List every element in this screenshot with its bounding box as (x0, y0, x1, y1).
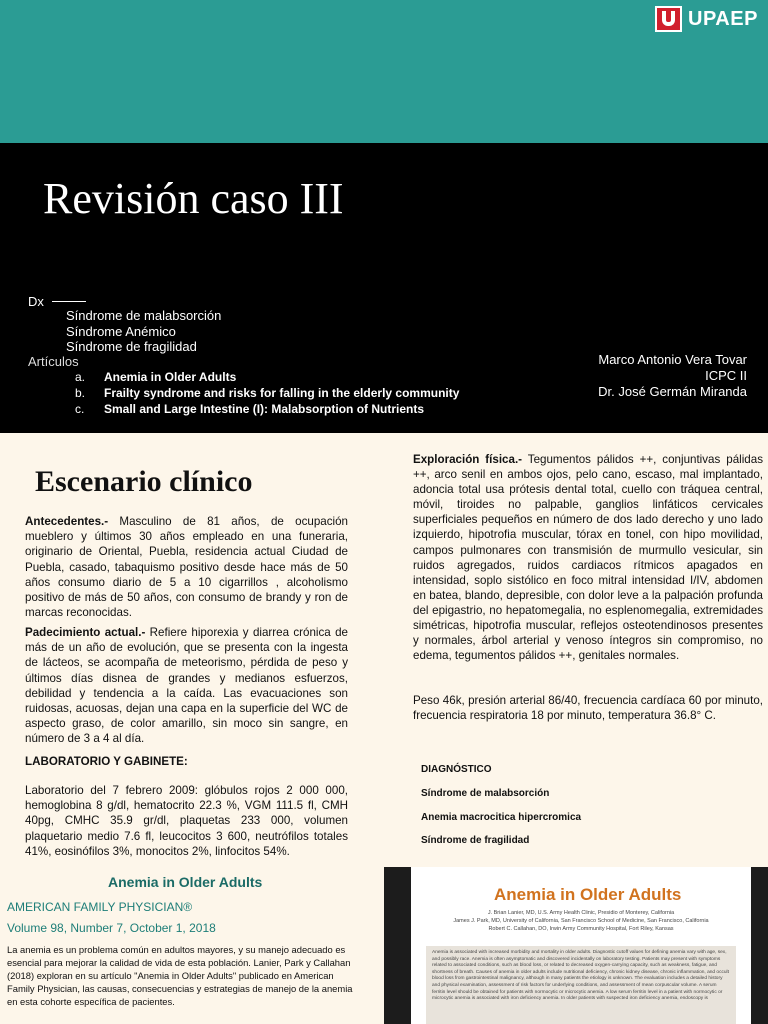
vitals-text: Peso 46k, presión arterial 86/40, frecuencia cardíaca 60 por minuto, frecuencia respiratoria 18 por minuto, temperatura 36.8° C. (413, 694, 763, 723)
article-index: c. (75, 402, 85, 416)
lab-text: Laboratorio del 7 febrero 2009: glóbulos rojos 2 000 000, hemoglobina 8 g/dl, hematocrito 22.3 %, VGM 111.5 fl, CMH 40pg, CMHC 35.9 gr/dl, plaquetas 233 000, volumen plaquetario medio 7.6 fl, leucocitos 3 600, neutrófilos totales 41%, eosinófilos 3%, monocitos 2%, linfocitos 54%. (25, 784, 348, 858)
author-course: ICPC II (705, 368, 747, 383)
article-author: Robert C. Callahan, DO, Irwin Army Community Hospital, Fort Riley, Kansas (488, 926, 674, 932)
logo-text: UPAEP (688, 7, 758, 30)
author-name: Marco Antonio Vera Tovar (598, 352, 747, 367)
upaep-logo-icon (655, 6, 682, 32)
header-band (0, 0, 768, 143)
padecimiento-label: Padecimiento actual.- (25, 626, 146, 639)
diagnosis-item: Anemia macrocitica hipercromica (421, 812, 582, 823)
padecimiento-paragraph (25, 625, 348, 747)
articles-label: Artículos (28, 354, 79, 369)
article-index: a. (75, 370, 86, 384)
summary-text: La anemia es un problema común en adultos mayores, y su manejo adecuado es esencial para mejorar la calidad de vida de esta población. Lanier, Park y Callahan (2018) exploran en su artículo "Anemia in Older Adults" publicado en American Family Physician, las causas, consecuencias y estrategias de manejo de la anemia en esta cohorte específica de pacientes. (7, 944, 353, 1007)
lab-heading: LABORATORIO Y GABINETE: (25, 755, 188, 768)
author-professor: Dr. José Germán Miranda (598, 384, 747, 399)
article-item (75, 401, 459, 417)
article-author: J. Brian Lanier, MD, U.S. Army Health Clinic, Presidio of Monterey, California (487, 910, 675, 916)
summary-volume: Volume 98, Number 7, October 1, 2018 (7, 921, 216, 935)
title-band (0, 143, 768, 433)
exploracion-label: Exploración física.- (413, 453, 523, 466)
upaep-logo (655, 6, 758, 32)
diagnosis-item: Síndrome de malabsorción (421, 788, 550, 799)
exploracion-paragraph (413, 452, 763, 663)
article-title: Frailty syndrome and risks for falling in the elderly community (104, 386, 460, 400)
article-title: Small and Large Intestine (I): Malabsorption of Nutrients (104, 402, 425, 416)
antecedentes-paragraph (25, 514, 348, 620)
diagnosis-heading: DIAGNÓSTICO (421, 764, 492, 775)
summary-journal: AMERICAN FAMILY PHYSICIAN® (7, 900, 193, 914)
dx-item: Síndrome de fragilidad (66, 339, 197, 354)
articles-list (75, 369, 459, 417)
padecimiento-text: Refiere hiporexia y diarrea crónica de más de un año de evolución, que se presenta con la ingesta de lácteos, se acompaña de meteorismo, pérdida de peso y últimos días disnea de grandes y medianos esfuerzos, debilidad y tendencia a la caída. Las evacuaciones son ruidosas, acuosas, dejan una capa en la superficie del WC de aspecto graso, de color amarillo, sin moco sin sangre, en número de 3 a 4 al día. (25, 626, 348, 746)
article-abstract: Anemia is associated with increased morbidity and mortality in older adults. Diagnostic cutoff values for defining anemia vary with age, sex, and possibly race. Anemia is often asymptomatic and discovered incidentally on laboratory testing. Patients may present with symptoms related to associated conditions, such as blood loss, or related to decreased oxygen-carrying capacity, such as weakness, fatigue, and shortness of breath. Causes of anemia in older adults include nutritional deficiency, chronic kidney disease, chronic inflammation, and occult blood loss from gastrointestinal malignancy, although in many patients the etiology is unknown. The evaluation includes a detailed history and physical examination, assessment of risk factors for underlying conditions, and assessment of mean corpuscular volume. A serum ferritin level should be obtained for patients with normocytic or microcytic anemia. A low serum ferritin level in a patient with normocytic or microcytic anemia is associated with iron deficiency anemia. In older patients with suspected iron deficiency anemia, endoscopy is (426, 946, 736, 1024)
scenario-title: Escenario clínico (35, 465, 253, 498)
antecedentes-text: Masculino de 81 años, de ocupación mueblero y últimos 30 años empleado en una funeraria, originario de Oriental, Puebla, residencia actual Ciudad de Puebla, casado, tabaquismo positivo desde hace más de 50 años consumo diario de 5 a 10 cigarrillos , alcoholismo positivo de más de 50 años, con consumo de brandy y ron de marcas reconocidas. (25, 515, 348, 620)
article-item (75, 385, 459, 401)
dx-list (66, 308, 221, 355)
dx-item: Síndrome Anémico (66, 323, 176, 339)
article-title: Anemia in Older Adults (104, 370, 237, 384)
diagnosis-item: Síndrome de fragilidad (421, 835, 530, 846)
article-author: James J. Park, MD, University of California, San Francisco School of Medicine, San Francisco, California (453, 918, 709, 924)
summary-title: Anemia in Older Adults (108, 874, 263, 890)
dx-label: Dx (28, 294, 44, 309)
dx-item: Síndrome de malabsorción (66, 308, 222, 323)
author-block (598, 352, 747, 400)
article-thumbnail (384, 867, 768, 1024)
exploracion-text: Tegumentos pálidos ++, conjuntivas pálidas ++, arco senil en ambos ojos, pelo cano, escaso, mal implantado, adoncia total usa prótesis dental total, cuello con tráquea central, móvil, tiroides no palpable, ganglios linfáticos cervicales superficiales pequeños en número de dos lado derecho y uno lado izquierdo, hipotrofia muscular, tórax en tonel, con hipo movilidad, campos pulmonares con transmisión de murmullo vesicular, sin ruidos agregados, ruidos cardiacos rítmicos apagados en intensidad, soplo sistólico en foco mitral intensidad I/IV, abdomen en batea, blando, depresible, con dolor leve a la palpación profunda del epigastrio, no hepatomegalia, no esplenomegalia, extremidades simétricas, hipotrofia muscular, reflejos osteotendinosos presentes y normales, árbol arterial y venoso íntegros sin compromiso, no edema, tegumentos pálidos ++, genitales normales. (413, 453, 763, 663)
article-page (411, 867, 751, 1024)
article-page-title: Anemia in Older Adults (494, 885, 682, 904)
article-index: b. (75, 386, 86, 400)
antecedentes-label: Antecedentes.- (25, 515, 109, 528)
dx-divider (52, 301, 86, 302)
page-title: Revisión caso III (43, 174, 344, 223)
article-item (75, 369, 459, 385)
